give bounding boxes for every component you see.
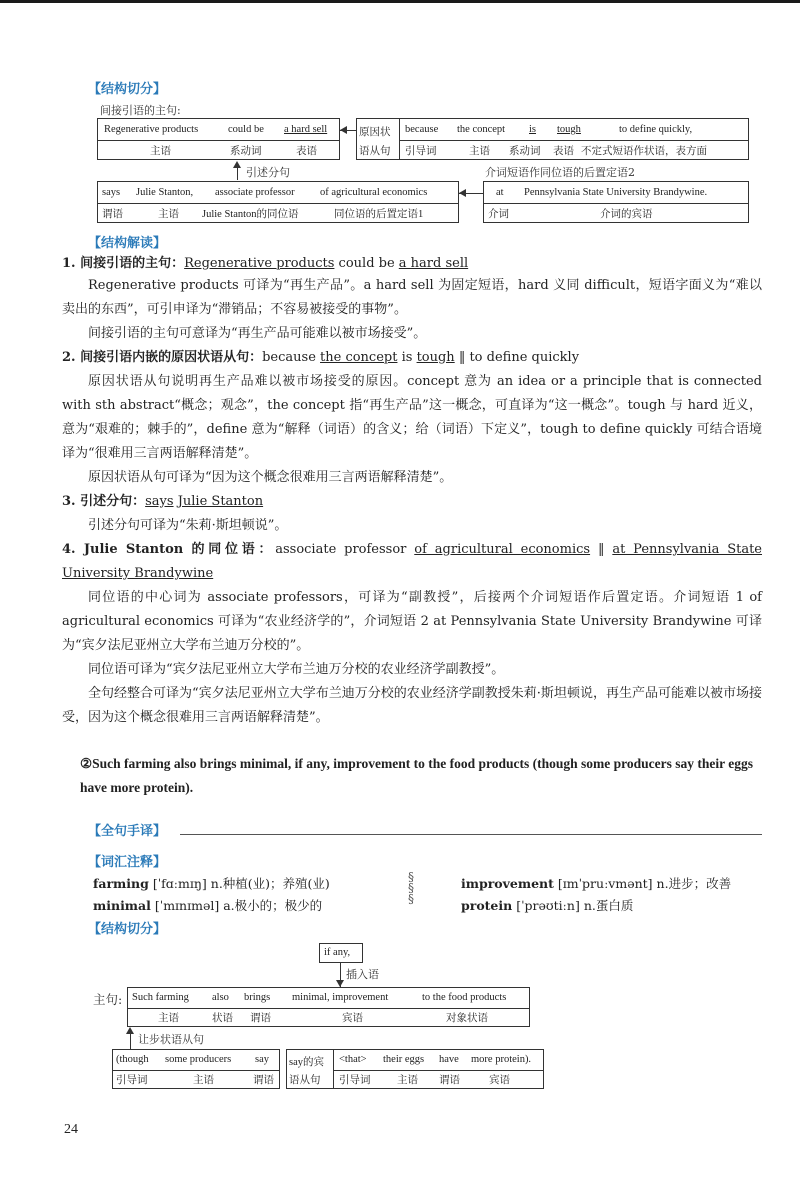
phrase: of agricultural economics bbox=[414, 542, 591, 557]
analysis-heading-4 bbox=[62, 538, 762, 586]
main-clause-caption: 间接引语的主句: bbox=[100, 104, 181, 117]
role: 同位语的后置定语1 bbox=[334, 209, 424, 220]
word: minimal, improvement bbox=[292, 992, 389, 1003]
role: 对象状语 bbox=[446, 1013, 488, 1024]
role: 引导词 bbox=[116, 1075, 148, 1086]
reason-clause-box bbox=[356, 118, 749, 160]
label-structure-cut: 【结构切分】 bbox=[88, 82, 167, 97]
if-any-box bbox=[319, 943, 363, 963]
insert-caption: 插入语 bbox=[346, 968, 379, 981]
role: 谓语 bbox=[439, 1075, 460, 1086]
word: associate professor bbox=[215, 187, 295, 198]
analysis-paragraph: 同位语的中心词为 associate professors，可译为“副教授”，后接两个介词短语作后置定语。介词短语 1 of agricultural economics 可译为“农业经济学的”，介词短语 2 at Pennsylvania State University Brandywine 可译为“宾夕法尼亚州立大学布兰迪万分校的”。 bbox=[62, 590, 762, 653]
analysis-paragraph: 原因状语从句说明再生产品难以被市场接受的原因。concept 意为 an idea or a principle that is connected with sth abstract“概念；观念”，the concept 指“再生产品”这一概念，可直译为“这一概念”。tough 与 hard 近义，意为“艰难的；棘手的”，define 意为“解释（词语）的含义；给（词语）下定义”，tough to define quickly 可结合语境译为“很难用三言两语解释清楚”。 bbox=[62, 374, 762, 461]
tag: say的宾 bbox=[289, 1057, 324, 1068]
role: 表语 bbox=[553, 146, 574, 157]
phrase: ‖ bbox=[590, 542, 613, 557]
word: Julie Stanton, bbox=[136, 187, 194, 198]
heading-text: 3. 引述分句： bbox=[62, 494, 146, 509]
label-full-translation: 【全句手译】 bbox=[88, 824, 167, 839]
analysis-paragraph: 原因状语从句可译为“因为这个概念很难用三言两语解释清楚”。 bbox=[88, 470, 453, 485]
analysis-paragraph: 间接引语的主句可意译为“再生产品可能难以被市场接受”。 bbox=[88, 326, 427, 341]
phrase: the concept bbox=[320, 350, 398, 365]
phrase: is bbox=[397, 350, 417, 365]
vocab-word: farming bbox=[93, 876, 149, 891]
word: at bbox=[496, 187, 504, 198]
word: a hard sell bbox=[284, 124, 328, 135]
role: 系动词 bbox=[230, 146, 262, 157]
main-clause-box-2 bbox=[127, 987, 530, 1027]
page-number: 24 bbox=[64, 1122, 78, 1137]
top-rule bbox=[0, 0, 800, 3]
phrase: ‖ to define quickly bbox=[454, 350, 580, 365]
word: to define quickly, bbox=[619, 124, 693, 135]
label-structure-analysis: 【结构解读】 bbox=[88, 236, 167, 251]
role: 系动词 bbox=[509, 146, 541, 157]
vocab-word: protein bbox=[461, 898, 513, 913]
label-structure-cut-2: 【结构切分】 bbox=[88, 922, 167, 937]
word: could be bbox=[228, 124, 264, 135]
word: say bbox=[255, 1054, 269, 1065]
role: 状语 bbox=[212, 1013, 233, 1024]
analysis-paragraph: 同位语可译为“宾夕法尼亚州立大学布兰迪万分校的农业经济学副教授”。 bbox=[88, 662, 505, 677]
role: Julie Stanton的同位语 bbox=[202, 209, 299, 220]
tag: 语从句 bbox=[289, 1075, 321, 1086]
word: more protein). bbox=[471, 1054, 532, 1065]
vocab-def: n.蛋白质 bbox=[583, 898, 634, 913]
role: 主语 bbox=[150, 146, 171, 157]
concession-caption: 让步状语从句 bbox=[138, 1033, 204, 1046]
word: Pennsylvania State University Brandywine. bbox=[524, 187, 708, 198]
word: also bbox=[212, 992, 229, 1003]
analysis-heading-3 bbox=[62, 490, 762, 514]
translation-blank-line bbox=[180, 834, 762, 835]
word: have bbox=[439, 1054, 459, 1065]
vocab-item bbox=[93, 896, 322, 914]
tag: 语从句 bbox=[359, 146, 391, 157]
vocab-item bbox=[461, 874, 731, 892]
phrase: says bbox=[145, 494, 174, 509]
analysis-heading-1 bbox=[62, 252, 762, 276]
role: 主语 bbox=[193, 1075, 214, 1086]
role: 谓语 bbox=[250, 1013, 271, 1024]
that-clause-box bbox=[286, 1049, 544, 1089]
vocab-ipa: [ˈmɪnɪməl] bbox=[154, 898, 220, 913]
word: Such farming bbox=[132, 992, 189, 1003]
role: 谓语 bbox=[253, 1075, 274, 1086]
role: 宾语 bbox=[342, 1013, 363, 1024]
role: 引导词 bbox=[339, 1075, 371, 1086]
vocab-def: n.种植(业)；养殖(业) bbox=[210, 876, 330, 891]
main-clause-box bbox=[97, 118, 340, 160]
vocab-ipa: [ˈfɑːmɪŋ] bbox=[152, 876, 207, 891]
phrase: Regenerative products bbox=[184, 256, 335, 271]
role: 介词 bbox=[488, 209, 509, 220]
prep-caption: 介词短语作同位语的后置定语2 bbox=[485, 166, 635, 179]
vocab-def: n.进步；改善 bbox=[656, 876, 732, 891]
phrase: Julie Stanton bbox=[177, 494, 264, 509]
word: some producers bbox=[165, 1054, 232, 1065]
word: brings bbox=[244, 992, 271, 1003]
word: <that> bbox=[339, 1054, 367, 1065]
heading-text: 4. Julie Stanton 的同位语： bbox=[62, 542, 276, 557]
role: 主语 bbox=[158, 209, 179, 220]
word: because bbox=[405, 124, 439, 135]
vocab-ipa: [ˈprəʊtiːn] bbox=[516, 898, 580, 913]
word: to the food products bbox=[422, 992, 507, 1003]
word: of agricultural economics bbox=[320, 187, 428, 198]
main-clause-tag: 主句: bbox=[93, 992, 123, 1007]
word: if any, bbox=[324, 947, 351, 958]
at-box bbox=[483, 181, 749, 223]
vocab-divider: § § § bbox=[408, 870, 414, 906]
word: the concept bbox=[457, 124, 506, 135]
role: 谓语 bbox=[102, 209, 123, 220]
role: 表语 bbox=[296, 146, 317, 157]
phrase: a hard sell bbox=[398, 256, 469, 271]
phrase: could be bbox=[334, 256, 399, 271]
word: Regenerative products bbox=[104, 124, 199, 135]
vocab-word: minimal bbox=[93, 898, 151, 913]
analysis-paragraph: 引述分句可译为“朱莉·斯坦顿说”。 bbox=[88, 518, 288, 533]
heading-text: 1. 间接引语的主句： bbox=[62, 256, 185, 271]
word: (though bbox=[116, 1054, 149, 1065]
word: says bbox=[102, 187, 121, 198]
word: their eggs bbox=[383, 1054, 425, 1065]
vocab-word: improvement bbox=[461, 876, 554, 891]
phrase: associate professor bbox=[275, 542, 415, 557]
role: 引导词 bbox=[405, 146, 437, 157]
vocab-ipa: [ɪmˈpruːvmənt] bbox=[557, 876, 653, 891]
analysis-paragraph: Regenerative products 可译为“再生产品”。a hard sell 为固定短语，hard 义同 difficult，短语字面义为“难以卖出的东西”，可引申译为“滞销品；不容易被接受的事物”。 bbox=[62, 278, 762, 317]
word: tough bbox=[557, 124, 581, 135]
heading-text: 2. 间接引语内嵌的原因状语从句： bbox=[62, 350, 263, 365]
vocab-item bbox=[93, 874, 330, 892]
phrase: at Pennsylvania State University Brandywine bbox=[62, 542, 762, 581]
vocab-item bbox=[461, 896, 633, 914]
tag: 原因状 bbox=[359, 127, 391, 138]
phrase: because bbox=[262, 350, 321, 365]
analysis-heading-2 bbox=[62, 346, 762, 370]
role: 宾语 bbox=[489, 1075, 510, 1086]
phrase: tough bbox=[416, 350, 455, 365]
role: 不定式短语作状语，表方面 bbox=[581, 146, 707, 157]
word: is bbox=[529, 124, 537, 135]
sentence-2: ②Such farming also brings minimal, if any, improvement to the food products (though some producers say their eggs have more protein). bbox=[80, 756, 754, 795]
role: 主语 bbox=[397, 1075, 418, 1086]
though-box bbox=[112, 1049, 280, 1089]
role: 主语 bbox=[158, 1013, 179, 1024]
role: 介词的宾语 bbox=[600, 209, 653, 220]
says-box bbox=[97, 181, 459, 223]
analysis-paragraph: 全句经整合可译为“宾夕法尼亚州立大学布兰迪万分校的农业经济学副教授朱莉·斯坦顿说，再生产品可能难以被市场接受，因为这个概念很难用三言两语解释清楚”。 bbox=[62, 686, 762, 725]
vocab-def: a.极小的；极少的 bbox=[223, 898, 323, 913]
role: 主语 bbox=[469, 146, 490, 157]
reporting-caption: 引述分句 bbox=[246, 166, 290, 179]
label-vocab: 【词汇注释】 bbox=[88, 855, 167, 870]
